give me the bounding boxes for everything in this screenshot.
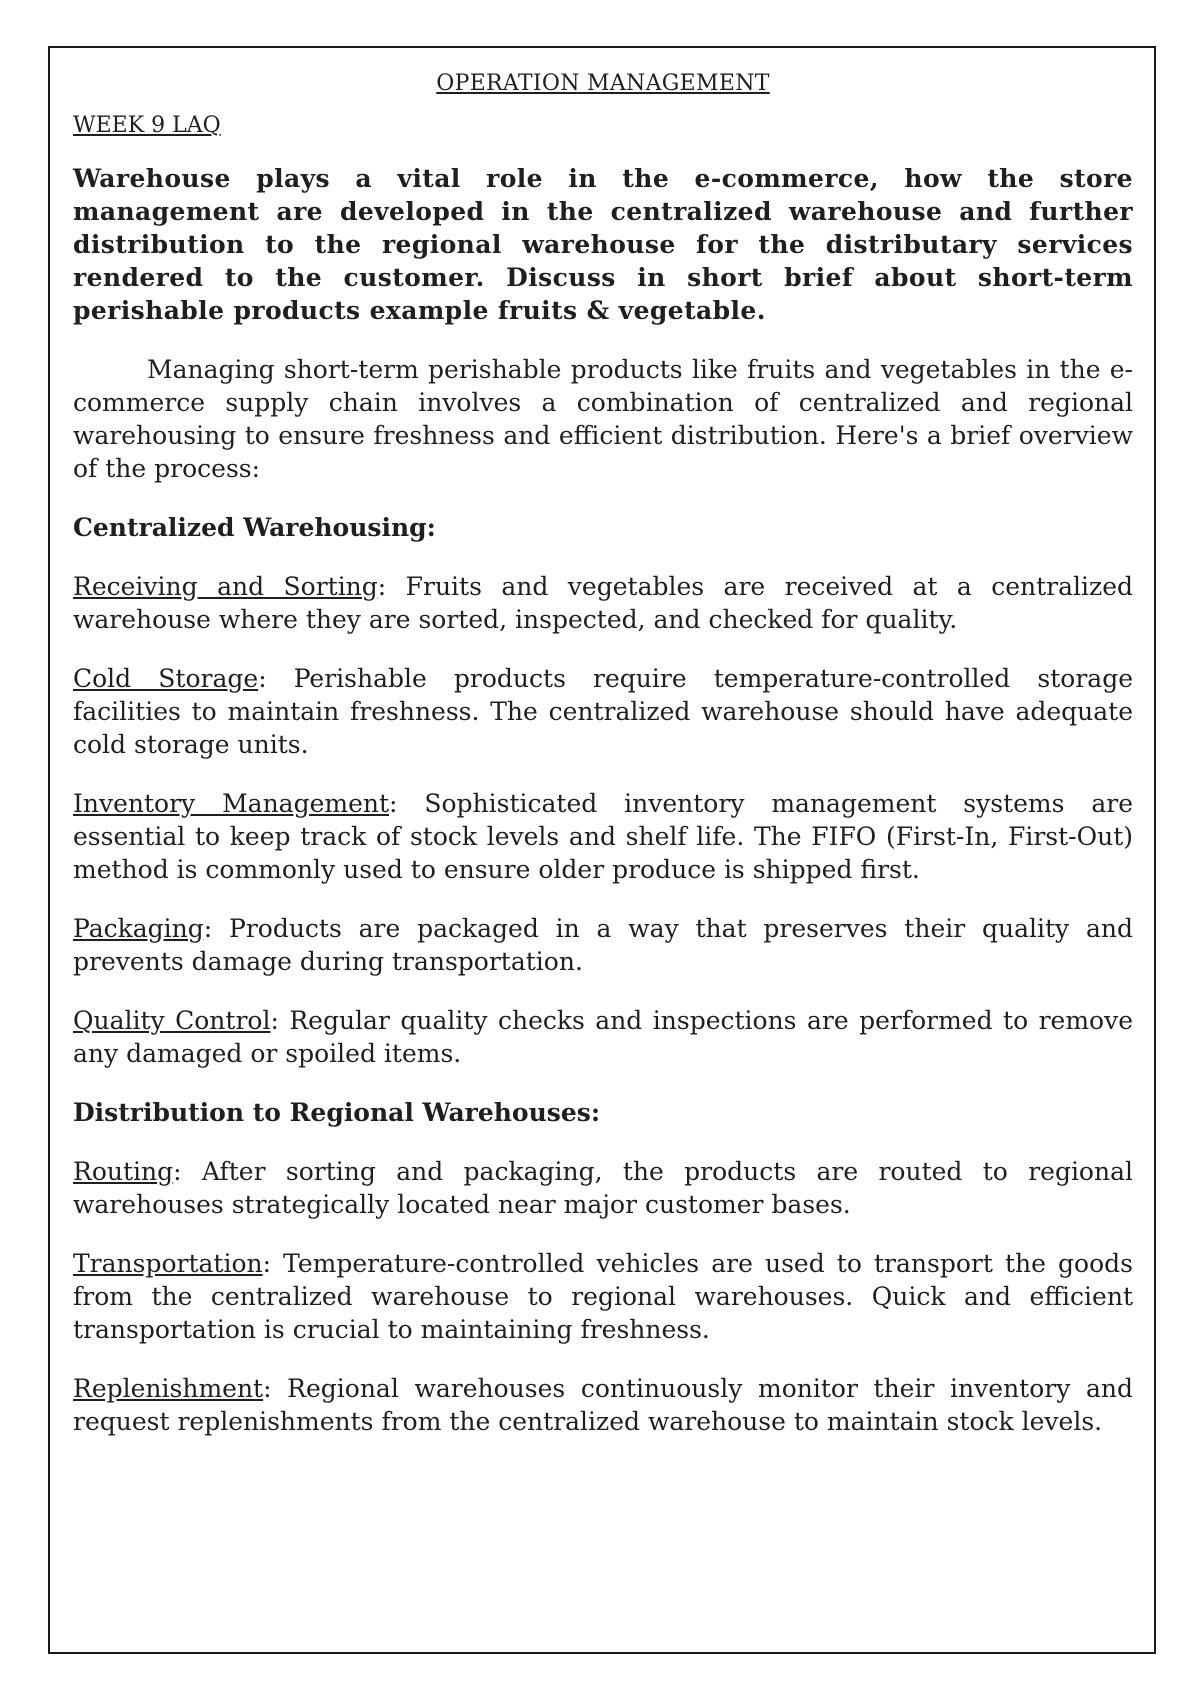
item-term: Cold Storage [73,664,259,693]
section-heading: Distribution to Regional Warehouses: [73,1098,601,1127]
item-text: : Fruits and vegetables are received at a centralized warehouse where they are sorted, inspected, and checked for quality. [73,572,1134,634]
list-item [73,787,1133,886]
item-term: Quality Control [73,1006,271,1035]
item-text: : Temperature-controlled vehicles are used to transport the goods from the centralized warehouse to regional warehouses. Quick and efficient transportation is crucial to maintaining freshness. [73,1249,1133,1344]
list-item [73,1004,1133,1070]
document-body [73,70,1133,1464]
item-text: : Products are packaged in a way that preserves their quality and prevents damage during transportation. [73,914,1133,976]
week-label: WEEK 9 LAQ [73,113,221,138]
item-term: Receiving and Sorting [73,572,378,601]
list-item [73,570,1133,636]
item-term: Routing [73,1157,174,1186]
list-item [73,912,1133,978]
item-term: Replenishment [73,1374,264,1403]
intro-paragraph: Managing short-term perishable products like fruits and vegetables in the e-commerce supply chain involves a combination of centralized and regional warehousing to ensure freshness and efficient distribution. Here's a brief overview of the process: [73,355,1133,483]
list-item [73,1372,1133,1438]
list-item [73,1155,1133,1221]
item-text: : Perishable products require temperature-controlled storage facilities to maintain freshness. The centralized warehouse should have adequate cold storage units. [73,664,1133,759]
item-text: : Regular quality checks and inspections are performed to remove any damaged or spoiled items. [73,1006,1133,1068]
list-item [73,1247,1133,1346]
list-item [73,662,1133,761]
section-centralized [73,511,1133,1070]
item-text: : Regional warehouses continuously monitor their inventory and request replenishments from the centralized warehouse to maintain stock levels. [73,1374,1133,1436]
question-text: Warehouse plays a vital role in the e-commerce, how the store management are developed in the centralized warehouse and further distribution to the regional warehouse for the distributary services rendered to the customer. Discuss in short brief about short-term perishable products example fruits & vegetable. [73,164,1133,325]
document-title: OPERATION MANAGEMENT [436,71,770,96]
item-text: : After sorting and packaging, the products are routed to regional warehouses strategically located near major customer bases. [73,1157,1133,1219]
item-term: Inventory Management [73,789,390,818]
section-regional [73,1096,1133,1438]
item-term: Transportation [73,1249,263,1278]
item-term: Packaging [73,914,204,943]
section-heading: Centralized Warehousing: [73,513,436,542]
item-text: : Sophisticated inventory management systems are essential to keep track of stock levels and shelf life. The FIFO (First-In, First-Out) method is commonly used to ensure older produce is shipped first. [73,789,1134,884]
